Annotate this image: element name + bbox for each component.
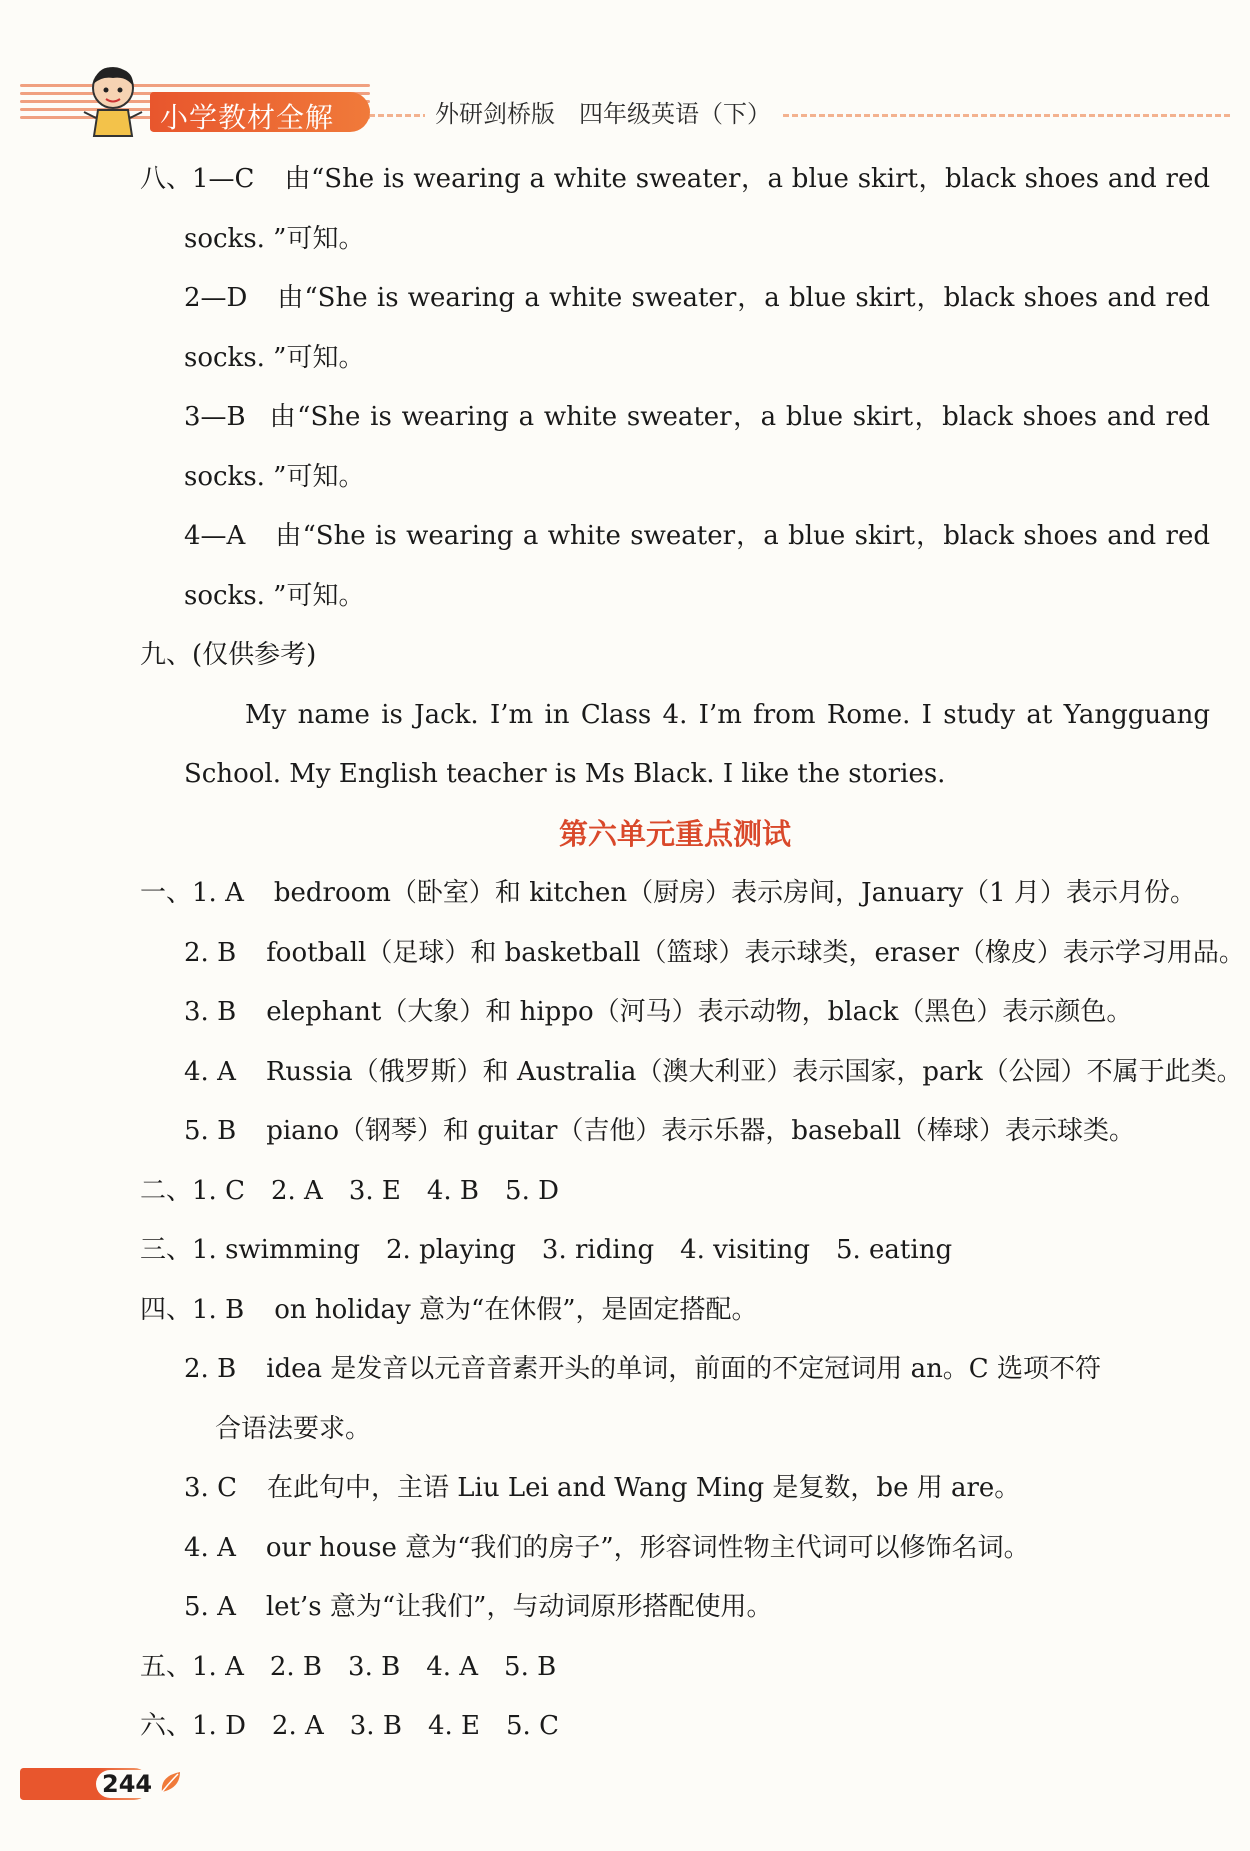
answer-4-3 — [140, 1459, 1210, 1519]
answer-1-3 — [140, 983, 1210, 1043]
answer-number: 4. A — [184, 1056, 236, 1087]
answer-number: 3. B — [184, 997, 237, 1027]
answer-1-1 — [140, 864, 1210, 924]
answer-text: 由“She is wearing a white sweater，a blue skirt，black shoes and red — [269, 402, 1210, 432]
book-series-title: 小学教材全解 — [160, 101, 335, 134]
answer-number: 5. B — [184, 1116, 237, 1146]
answer-number: 2. B — [184, 1354, 237, 1384]
answer-4-2-cont: 合语法要求。 — [215, 1413, 372, 1444]
mascot-boy-icon — [78, 62, 148, 138]
answer-8-4-cont: socks. ”可知。 — [184, 580, 365, 611]
leaf-icon — [158, 1768, 184, 1796]
answer-9-label: 九、(仅供参考) — [140, 640, 317, 670]
answer-text: Russia（俄罗斯）和 Australia（澳大利亚）表示国家，park（公园）不属于此类。 — [265, 1056, 1243, 1087]
answer-text: on holiday 意为“在休假”，是固定搭配。 — [274, 1294, 758, 1325]
answer-8-1 — [140, 150, 1210, 210]
answer-4-5 — [140, 1578, 1210, 1638]
answer-number: 四、1. B — [140, 1294, 245, 1325]
answer-text: elephant（大象）和 hippo（河马）表示动物，black（黑色）表示颜色。 — [266, 997, 1133, 1027]
answer-part-5: 五、1. A 2. B 3. B 4. A 5. B — [140, 1651, 557, 1682]
book-edition-subtitle: 外研剑桥版 四年级英语（下） — [425, 94, 781, 129]
answer-1-5 — [140, 1102, 1210, 1162]
sample-essay-text: My name is Jack. I’m in Class 4. I’m from Rome. I study at Yangguang — [245, 699, 1210, 730]
answer-4-4 — [140, 1519, 1210, 1579]
answer-4-2 — [140, 1340, 1210, 1400]
answer-text: bedroom（卧室）和 kitchen（厨房）表示房间，January（1 月）表示月份。 — [273, 878, 1196, 908]
sample-essay-line-1 — [140, 686, 1210, 746]
answer-8-3 — [140, 388, 1210, 448]
answer-part-2: 二、1. C 2. A 3. E 4. B 5. D — [140, 1175, 559, 1206]
page-number: 244 — [96, 1770, 158, 1798]
answer-number: 3. C — [184, 1473, 237, 1503]
answer-text: 由“She is wearing a white sweater，a blue skirt，black shoes and red — [275, 521, 1210, 551]
answer-text: 由“She is wearing a white sweater，a blue skirt，black shoes and red — [277, 283, 1210, 313]
answer-1-4 — [140, 1043, 1243, 1103]
answer-8-1-cont: socks. ”可知。 — [184, 223, 365, 254]
answer-part-3: 三、1. swimming 2. playing 3. riding 4. visiting 5. eating — [140, 1235, 953, 1265]
answer-8-4 — [140, 507, 1210, 567]
answer-text: let’s 意为“让我们”，与动词原形搭配使用。 — [265, 1592, 773, 1622]
answer-number: 2. B — [184, 937, 237, 968]
answer-text: 由“She is wearing a white sweater，a blue skirt，black shoes and red — [284, 164, 1210, 194]
answer-text: idea 是发音以元音音素开头的单词，前面的不定冠词用 an。C 选项不符 — [266, 1354, 1101, 1384]
answer-number: 一、1. A — [140, 878, 244, 908]
page-header — [0, 0, 1250, 140]
answer-number: 5. A — [184, 1592, 236, 1622]
answer-text: football（足球）和 basketball（篮球）表示球类，eraser（橡皮）表示学习用品。 — [266, 937, 1245, 968]
answer-8-2-cont: socks. ”可知。 — [184, 342, 365, 373]
sample-essay-line-2: School. My English teacher is Ms Black. I like the stories. — [184, 759, 946, 789]
answer-8-3-cont: socks. ”可知。 — [184, 461, 365, 492]
answer-text: our house 意为“我们的房子”，形容词性物主代词可以修饰名词。 — [265, 1532, 1030, 1563]
answer-1-2 — [140, 924, 1245, 984]
answer-8-2 — [140, 269, 1210, 329]
answer-content — [140, 150, 1245, 1757]
answer-text: 在此句中，主语 Liu Lei and Wang Ming 是复数，be 用 are。 — [266, 1473, 1021, 1503]
unit-test-title: 第六单元重点测试 — [558, 816, 791, 851]
answer-text: piano（钢琴）和 guitar（吉他）表示乐器，baseball（棒球）表示球类。 — [266, 1116, 1136, 1146]
answer-part-6: 六、1. D 2. A 3. B 4. E 5. C — [140, 1711, 559, 1741]
answer-number: 八、1—C — [140, 164, 255, 194]
answer-number: 3—B — [184, 402, 246, 432]
answer-4-1 — [140, 1281, 1210, 1341]
answer-number: 2—D — [184, 283, 248, 313]
answer-number: 4. A — [184, 1532, 236, 1563]
answer-number: 4—A — [184, 521, 246, 551]
